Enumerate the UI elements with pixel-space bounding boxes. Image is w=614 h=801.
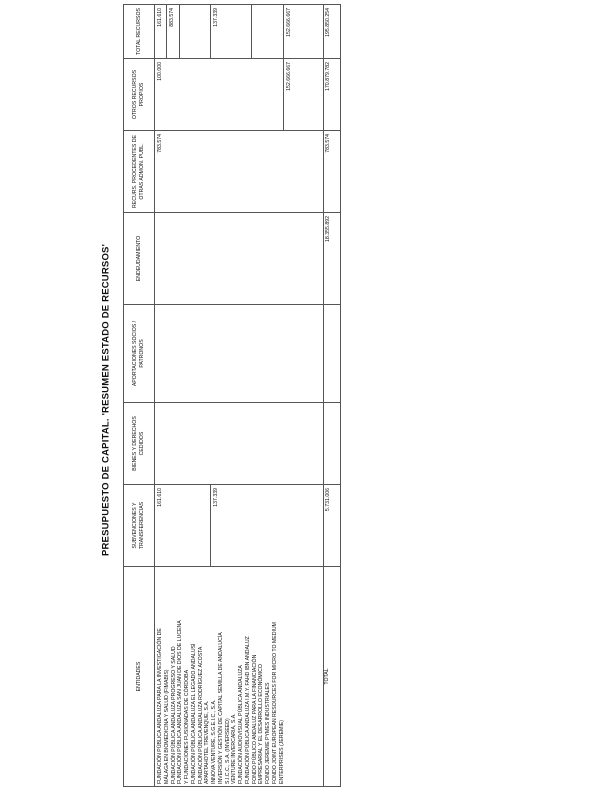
total-total: 195.850.254 [324, 5, 341, 59]
entity-line: FUNDACIÓN AUDIOVISUAL PÚBLICA ANDALUZA [238, 665, 244, 784]
entity-line: ENTERPRISES (JEREMIE) [278, 720, 285, 784]
col-entidades: ENTIDADES [124, 567, 155, 787]
total-cell: 161.610 [155, 5, 167, 59]
entity-line: INNOVA VENTURE, S.G.E.I.C., S.A. [211, 699, 217, 784]
total-aportaciones [324, 305, 341, 403]
col-aportaciones: APORTACIONES SOCIOS / PATRONOS [124, 305, 155, 403]
total-bienes [324, 403, 341, 485]
col-bienes: BIENES Y DERECHOS CEDIDOS [124, 403, 155, 485]
entity-line: FUNDACIÓN PÚBLICA ANDALUZA PROGRESO Y SALUD [170, 646, 177, 784]
col-otros-propios: OTROS RECURSOS PROPIOS [124, 59, 155, 131]
total-cell [251, 5, 283, 59]
total-endeudamiento: 18.355.892 [324, 213, 341, 305]
entity-line: FUNDACIÓN PÚBLICA ANDALUZA EL LEGADO ANDALUSÍ [190, 643, 197, 784]
otros-propios-cell: 152.666.667 [283, 59, 323, 131]
header-row [124, 5, 155, 787]
entity-line: MÁLAGA EN BIOMEDICINA Y SALUD (FIMABIS) [163, 669, 170, 784]
bienes-cell [155, 403, 324, 485]
endeudamiento-cell [155, 213, 324, 305]
entity-line: FONDO PÚBLICO ANDALUZ PARA LA FINANCIACIÓN [251, 654, 258, 784]
subvenciones-cell: 137.339 [211, 485, 324, 567]
entity-line: FUNDACIÓN PÚBLICA ANDALUZA SAN JUAN DE DIOS DE LUCENA [177, 620, 184, 784]
resources-table [123, 4, 341, 787]
entity-line: S.I.C.C., S.A. (INVERSEED) [224, 718, 231, 784]
entity-line: FONDO JEREMIE PYMES INDUSTRIALES [265, 682, 271, 784]
col-subvenciones: SUBVENCIONES Y TRANSFERENCIAS [124, 485, 155, 567]
total-label: TOTAL [324, 567, 341, 787]
entity-line: FUNDACIÓN PÚBLICA ANDALUZA I.M.Y. FAHD IBN ANDALUZ [244, 636, 251, 784]
subvenciones-cell: 161.610 [155, 485, 211, 567]
entity-line: Y FUNDACIONES FUSIONADAS DE CÓRDOBA [184, 669, 190, 784]
entity-line: EMPRESARIAL Y EL DESARROLLO ECONÓMICO [258, 664, 265, 784]
page-title: PRESUPUESTO DE CAPITAL. 'RESUMEN ESTADO DE RECURSOS' [100, 243, 112, 557]
aportaciones-cell [155, 305, 324, 403]
col-endeudamiento: ENDEUDAMIENTO [124, 213, 155, 305]
total-cell: 883.574 [167, 5, 179, 59]
entities-cell [155, 567, 324, 787]
col-total: TOTAL RECURSOS [124, 5, 155, 59]
total-row [324, 5, 341, 787]
col-recurs-otras-admon: RECURS. PROCEDENTES DE OTRAS ADMON. PUBL. [124, 131, 155, 213]
entity-line: FONDO JOINT EUROPEAN RESOURCES FOR MICRO TO MEDIUM [271, 622, 278, 784]
total-cell: 152.666.667 [283, 5, 323, 59]
total-subvenciones: 5.731.006 [324, 485, 341, 567]
entity-line: FUNDACIÓN PÚBLICA ANDALUZA RODRÍGUEZ ACOSTA [197, 646, 204, 784]
entity-line: INVERSIÓN Y GESTIÓN DE CAPITAL SEMILLA DE ANDALUCÍA [217, 632, 224, 784]
total-otros-propios: 170.879.782 [324, 59, 341, 131]
entity-line: VENTURE INVERCARIA, S.A. [231, 713, 238, 784]
recurs-otras-admon-cell: 783.574 [155, 131, 324, 213]
entity-line: FUNDACIÓN PÚBLICA ANDALUZA PARA LA INVESTIGACIÓN DE [157, 628, 163, 784]
entity-line: APARTAHOTEL TREVENQUE, S.A. [204, 700, 211, 784]
table-row [155, 5, 167, 787]
otros-propios-cell: 100.000 [155, 59, 284, 131]
total-cell: 137.339 [211, 5, 251, 59]
total-recurs-otras-admon: 783.574 [324, 131, 341, 213]
total-cell [179, 5, 211, 59]
rotated-table-wrapper [123, 5, 341, 787]
